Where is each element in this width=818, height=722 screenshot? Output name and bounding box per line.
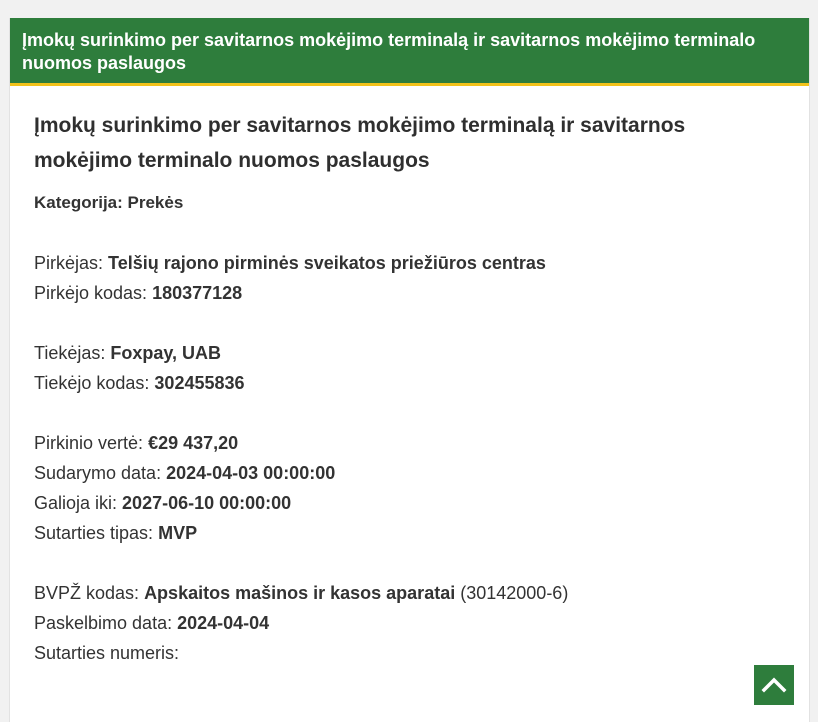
published-date-row bbox=[34, 608, 785, 638]
contract-type-value: MVP bbox=[158, 523, 198, 543]
contract-type-row bbox=[34, 518, 785, 548]
buyer-row bbox=[34, 248, 785, 278]
value-label: Pirkinio vertė: bbox=[34, 433, 144, 453]
contract-number-row bbox=[34, 638, 785, 668]
supplier-row bbox=[34, 338, 785, 368]
buyer-label: Pirkėjas: bbox=[34, 253, 104, 273]
buyer-code-value: 180377128 bbox=[152, 283, 243, 303]
buyer-value: Telšių rajono pirminės sveikatos priežiūros centras bbox=[108, 253, 546, 273]
published-date-label: Paskelbimo data: bbox=[34, 613, 173, 633]
contract-number-label: Sutarties numeris: bbox=[34, 643, 180, 663]
cpv-row bbox=[34, 578, 785, 608]
scroll-to-top-button[interactable] bbox=[754, 665, 794, 705]
valid-until-value: 2027-06-10 00:00:00 bbox=[122, 493, 292, 513]
cpv-value: Apskaitos mašinos ir kasos aparatai bbox=[144, 583, 456, 603]
buyer-code-label: Pirkėjo kodas: bbox=[34, 283, 148, 303]
buyer-code-row bbox=[34, 278, 785, 308]
supplier-value: Foxpay, UAB bbox=[110, 343, 222, 363]
contract-title: Įmokų surinkimo per savitarnos mokėjimo terminalą ir savitarnos mokėjimo terminalo nuomos paslaugos bbox=[34, 114, 686, 172]
contract-type-label: Sutarties tipas: bbox=[34, 523, 154, 543]
valid-until-row bbox=[34, 488, 785, 518]
cpv-label: BVPŽ kodas: bbox=[34, 583, 140, 603]
value-row bbox=[34, 428, 785, 458]
chevron-up-icon bbox=[761, 677, 787, 693]
card-body bbox=[10, 86, 809, 668]
supplier-code-label: Tiekėjo kodas: bbox=[34, 373, 150, 393]
category-label: Kategorija: Prekės bbox=[34, 193, 184, 212]
header-title: Įmokų surinkimo per savitarnos mokėjimo terminalą ir savitarnos mokėjimo terminalo nuomos paslaugos bbox=[22, 30, 756, 73]
published-date-value: 2024-04-04 bbox=[177, 613, 270, 633]
valid-until-label: Galioja iki: bbox=[34, 493, 118, 513]
supplier-label: Tiekėjas: bbox=[34, 343, 106, 363]
value-value: €29 437,20 bbox=[148, 433, 239, 453]
contract-card bbox=[9, 18, 810, 722]
supplier-code-value: 302455836 bbox=[154, 373, 245, 393]
card-header bbox=[10, 18, 809, 86]
cpv-code: (30142000-6) bbox=[460, 583, 569, 603]
signed-date-value: 2024-04-03 00:00:00 bbox=[166, 463, 336, 483]
signed-date-label: Sudarymo data: bbox=[34, 463, 162, 483]
supplier-code-row bbox=[34, 368, 785, 398]
signed-date-row bbox=[34, 458, 785, 488]
